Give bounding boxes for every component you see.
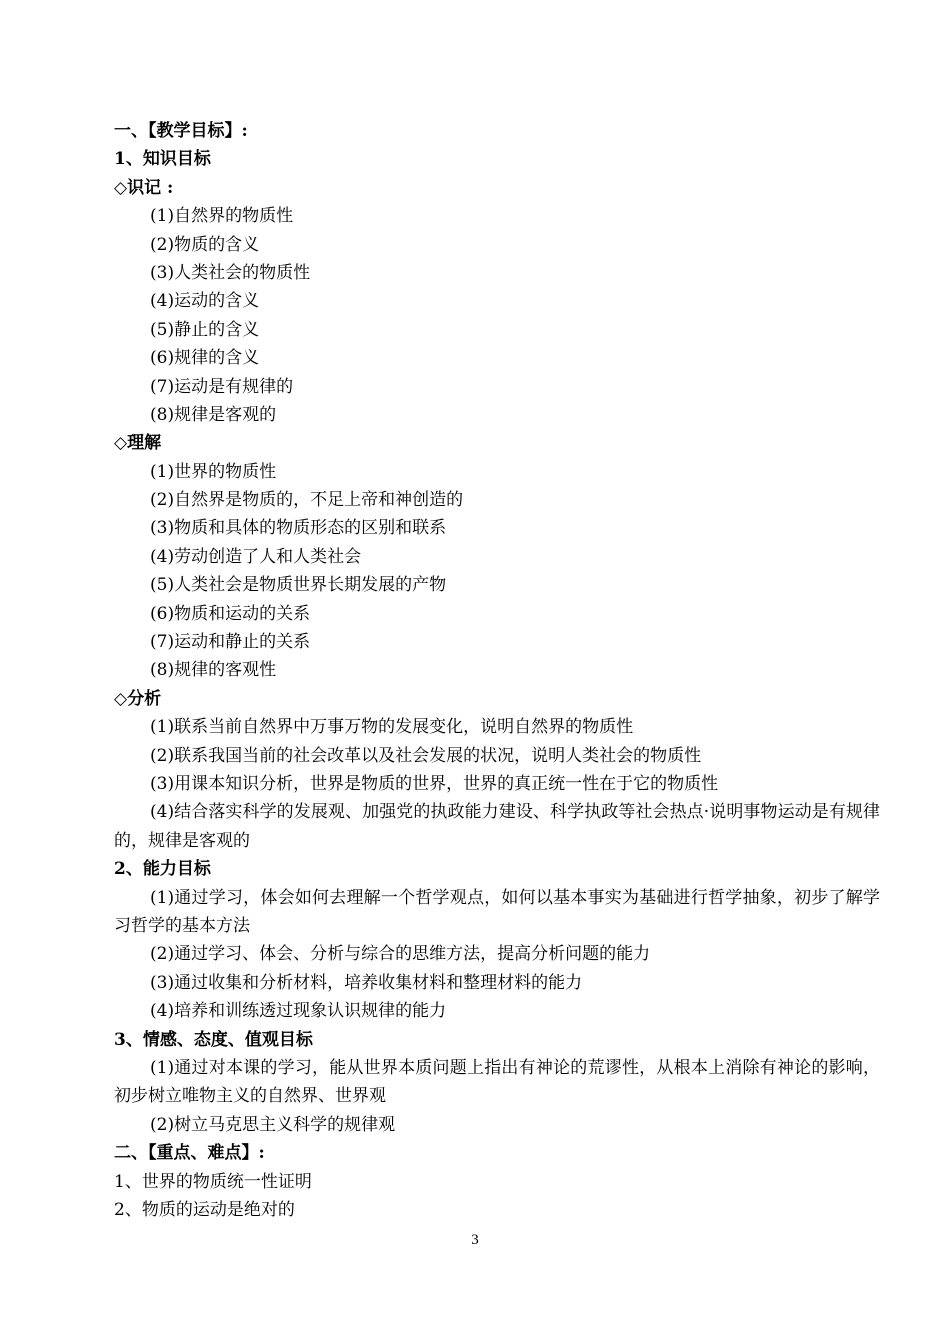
emotion-goal-title: 3、情感、态度、值观目标 — [114, 1029, 313, 1050]
analyze-item: (1)联系当前自然界中万事万物的发展变化，说明自然界的物质性 — [150, 717, 634, 738]
analyze-item: (4)结合落实科学的发展观、加强党的执政能力建设、科学执政等社会热点·说明事物运动是有规律的，规律是客观的 — [114, 802, 880, 851]
emotion-item: (2)树立马克思主义科学的规律观 — [150, 1114, 396, 1135]
analyze-item: (3)用课本知识分析，世界是物质的世界，世界的真正统一性在于它的物质性 — [150, 773, 719, 794]
ability-item: (3)通过收集和分析材料，培养收集材料和整理材料的能力 — [150, 972, 583, 993]
recall-item: (5)静止的含义 — [150, 319, 260, 340]
ability-item: (2)通过学习、体会、分析与综合的思维方法，提高分析问题的能力 — [150, 944, 651, 965]
recall-item: (2)物质的含义 — [150, 234, 260, 255]
understand-item: (5)人类社会是物质世界长期发展的产物 — [150, 575, 447, 596]
analyze-title: ◇分析 — [114, 688, 162, 709]
knowledge-goal-title: 1、知识目标 — [114, 149, 211, 170]
recall-item: (4)运动的含义 — [150, 291, 260, 312]
ability-item: (1)通过学习，体会如何去理解一个哲学观点，如何以基本事实为基础进行哲学抽象，初步了解学习哲学的基本方法 — [114, 887, 880, 936]
recall-item: (7)运动是有规律的 — [150, 376, 294, 397]
recall-item: (3)人类社会的物质性 — [150, 262, 311, 283]
key-point-item: 2、物质的运动是绝对的 — [114, 1199, 295, 1220]
recall-item: (8)规律是客观的 — [150, 404, 277, 425]
ability-goal-title: 2、能力目标 — [114, 859, 211, 880]
understand-title: ◇理解 — [114, 433, 162, 454]
recall-item: (6)规律的含义 — [150, 348, 260, 369]
page-number: 3 — [471, 1232, 479, 1248]
document-page — [114, 117, 880, 1224]
understand-item: (1)世界的物质性 — [150, 461, 277, 482]
recall-title: ◇识记 : — [114, 177, 174, 198]
recall-item: (1)自然界的物质性 — [150, 206, 294, 227]
understand-item: (6)物质和运动的关系 — [150, 603, 311, 624]
section2-heading: 二、【重点、难点】: — [114, 1143, 265, 1164]
analyze-item: (2)联系我国当前的社会改革以及社会发展的状况，说明人类社会的物质性 — [150, 745, 702, 766]
understand-item: (7)运动和静止的关系 — [150, 632, 311, 653]
understand-item: (8)规律的客观性 — [150, 660, 277, 681]
key-point-item: 1、世界的物质统一性证明 — [114, 1171, 312, 1192]
ability-item: (4)培养和训练透过现象认识规律的能力 — [150, 1001, 447, 1022]
emotion-item: (1)通过对本课的学习，能从世界本质问题上指出有神论的荒谬性，从根本上消除有神论的影响，初步树立唯物主义的自然界、世界观 — [114, 1057, 880, 1107]
understand-item: (3)物质和具体的物质形态的区别和联系 — [150, 518, 447, 539]
section1-heading: 一、【教学目标】: — [114, 121, 248, 141]
understand-item: (4)劳动创造了人和人类社会 — [150, 546, 362, 567]
understand-item: (2)自然界是物质的，不足上帝和神创造的 — [150, 490, 464, 511]
